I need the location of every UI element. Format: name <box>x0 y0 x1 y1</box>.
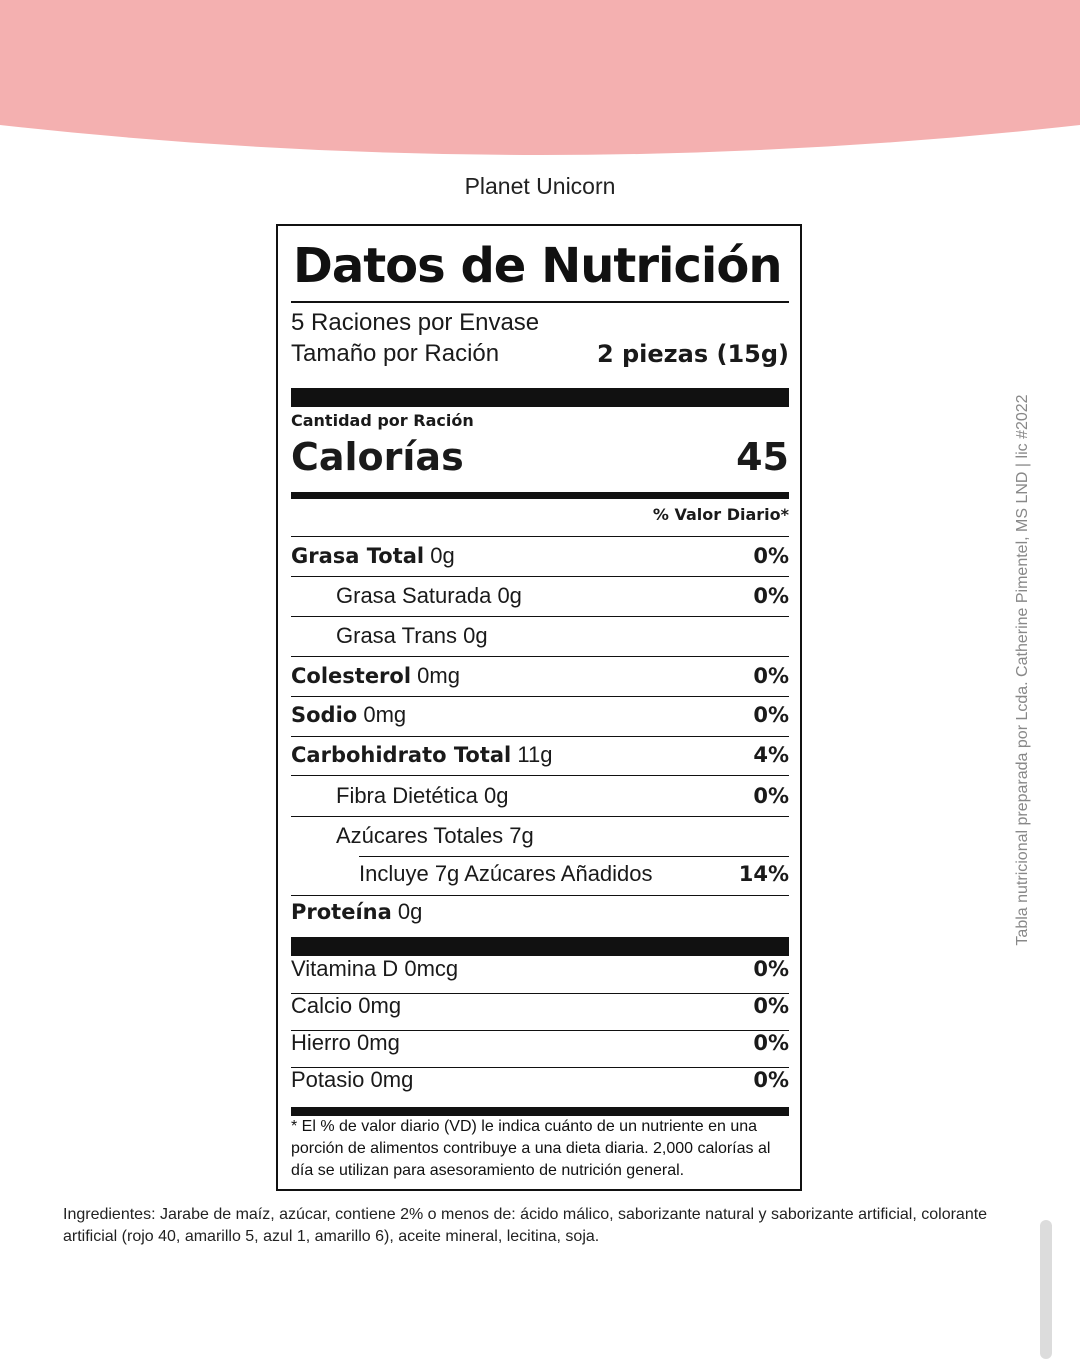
nutrient-row-total-carbohydrate <box>291 736 789 774</box>
nutrient-row-total-sugars <box>291 817 789 855</box>
vitamin-row-iron <box>291 1024 789 1062</box>
nutrient-dv: 0% <box>753 994 789 1018</box>
label-title: Datos de Nutrición <box>293 238 782 294</box>
nutrient-name: Fibra Dietética 0g <box>336 783 509 808</box>
amount-per-serving: Cantidad por Ración <box>291 411 474 430</box>
daily-value-header: % Valor Diario* <box>652 505 789 524</box>
divider-line <box>291 775 789 776</box>
serving-size-value: 2 piezas (15g) <box>596 340 789 368</box>
nutrient-dv: 4% <box>753 743 789 767</box>
nutrient-name: Hierro 0mg <box>291 1030 400 1055</box>
ingredients-text: Ingredientes: Jarabe de maíz, azúcar, contiene 2% o menos de: ácido málico, saborizante natural y saborizante artificial, colorante artificial (rojo 40, amarillo 5, azul 1, amarillo 6), aceite mineral, lecitina, soja. <box>63 1206 988 1245</box>
nutrient-dv: 0% <box>753 584 789 608</box>
scrollbar[interactable] <box>1040 1220 1052 1359</box>
vitamin-row-calcium <box>291 987 789 1025</box>
divider-medium <box>291 492 789 499</box>
nutrient-row-sodium <box>291 696 789 734</box>
nutrient-name: Incluye 7g Azúcares Añadidos <box>359 861 653 886</box>
nutrient-name: Potasio 0mg <box>291 1067 414 1092</box>
nutrient-dv: 0% <box>753 1031 789 1055</box>
calories-value: 45 <box>736 435 789 479</box>
nutrient-dv: 0% <box>753 544 789 568</box>
top-decorative-band <box>0 0 1080 160</box>
nutrient-name: Azúcares Totales 7g <box>336 823 534 848</box>
product-name: Planet Unicorn <box>464 173 616 199</box>
calories-label: Calorías <box>291 435 464 479</box>
preparer-credit: Tabla nutricional preparada por Lcda. Catherine Pimentel, MS LND | lic #2022 <box>1014 394 1031 946</box>
nutrient-row-trans-fat <box>291 617 789 655</box>
nutrient-dv: 0% <box>753 703 789 727</box>
nutrient-dv: 0% <box>753 1068 789 1092</box>
nutrient-row-protein <box>291 893 789 931</box>
divider-thick <box>291 388 789 407</box>
nutrient-name: Calcio 0mg <box>291 993 402 1018</box>
nutrient-name: Carbohidrato Total 11g <box>291 742 553 767</box>
divider-thin <box>291 301 789 303</box>
nutrient-dv: 14% <box>738 862 789 886</box>
nutrient-name: Colesterol 0mg <box>291 663 460 688</box>
nutrient-row-added-sugars <box>291 855 789 893</box>
nutrient-dv: 0% <box>753 957 789 981</box>
servings-per-container: 5 Raciones por Envase <box>291 309 540 336</box>
vitamin-row-potassium <box>291 1061 789 1099</box>
nutrient-row-cholesterol <box>291 657 789 695</box>
daily-value-footnote: * El % de valor diario (VD) le indica cuánto de un nutriente en una porción de alimentos contribuye a una dieta diaria. 2,000 calorías al día se utilizan para asesoramiento de nutrición general. <box>291 1118 771 1179</box>
nutrient-name: Proteína 0g <box>291 899 423 924</box>
nutrient-row-dietary-fiber <box>291 777 789 815</box>
nutrition-facts-label <box>276 224 802 1191</box>
serving-size-label: Tamaño por Ración <box>291 340 500 367</box>
nutrient-name: Grasa Saturada 0g <box>336 583 522 608</box>
nutrient-dv: 0% <box>753 664 789 688</box>
divider-medium <box>291 1107 789 1116</box>
vitamin-row-vitamin-d <box>291 950 789 988</box>
nutrient-dv: 0% <box>753 784 789 808</box>
nutrient-row-total-fat <box>291 537 789 575</box>
nutrient-row-saturated-fat <box>291 577 789 615</box>
nutrient-name: Grasa Trans 0g <box>336 623 488 648</box>
nutrient-name: Vitamina D 0mcg <box>291 956 459 981</box>
nutrient-name: Sodio 0mg <box>291 702 407 727</box>
nutrient-name: Grasa Total 0g <box>291 543 455 568</box>
